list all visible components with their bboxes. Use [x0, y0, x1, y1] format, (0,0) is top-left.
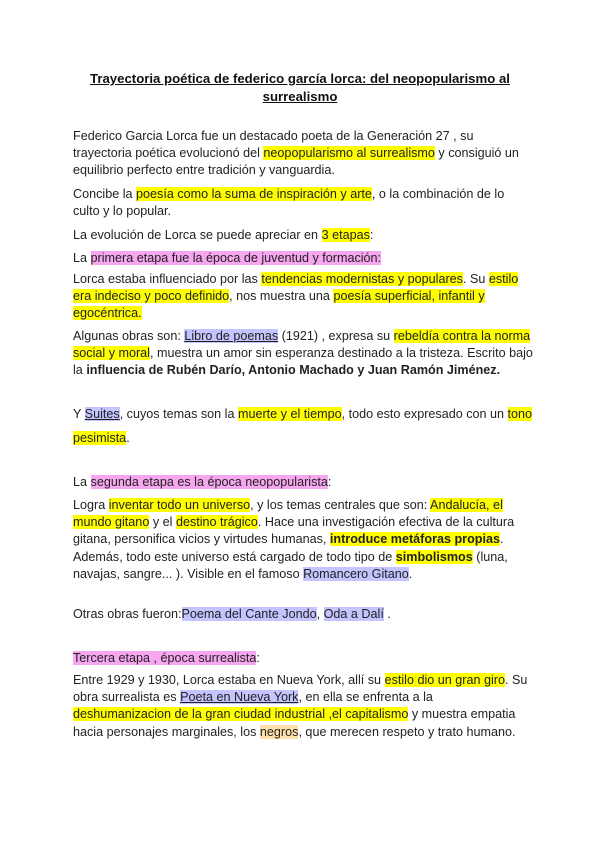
- text: Lorca estaba influenciado por las: [73, 272, 262, 286]
- highlight: 3 etapas: [321, 228, 370, 242]
- text: .: [126, 431, 130, 445]
- heading-primera-etapa: [73, 250, 533, 267]
- paragraph-intro: [73, 128, 533, 180]
- text: Otras obras fueron:: [73, 607, 182, 621]
- paragraph-obras-primera: [73, 328, 533, 380]
- text: Algunas obras son:: [73, 329, 185, 343]
- text: . Su: [462, 272, 489, 286]
- highlight: inventar todo un universo: [108, 498, 251, 512]
- text: , y los temas centrales que son:: [250, 498, 431, 512]
- highlight: segunda etapa es la época neopopularista: [90, 475, 328, 489]
- text: (luna, navajas, sangre... ). Visible en el famoso: [73, 549, 508, 581]
- text: Logra: [73, 498, 109, 512]
- highlight: neopopularismo al surrealismo: [263, 146, 435, 161]
- text: , nos muestra una: [229, 289, 334, 304]
- work-link[interactable]: Poema del Cante Jondo: [181, 607, 317, 621]
- paragraph-primera-etapa: [73, 271, 533, 323]
- highlight: rebeldía contra la norma social y moral: [73, 329, 531, 361]
- text: , cuyos temas son la: [119, 407, 238, 421]
- work-link[interactable]: Poeta en Nueva York: [180, 690, 299, 705]
- heading-segunda-etapa: [73, 474, 533, 491]
- paragraph-concepcion: [73, 186, 533, 220]
- highlight: poesía como la suma de inspiración y arte: [136, 187, 372, 201]
- text: .: [408, 566, 413, 581]
- highlight: Andalucía, el mundo gitano: [73, 498, 503, 530]
- text: Concibe la: [73, 187, 137, 201]
- text: Federico Garcia Lorca fue un destacado poeta de la Generación 27 , su trayectoria poética evolucionó del: [73, 129, 474, 161]
- text: y el: [149, 515, 176, 530]
- text: Entre 1929 y 1930, Lorca estaba en Nueva York, allí su: [73, 673, 385, 687]
- text: La evolución de Lorca se puede apreciar en: [73, 228, 322, 242]
- highlight: estilo era indeciso y poco definido: [73, 272, 519, 304]
- highlight: simbolismos: [395, 549, 473, 564]
- text: :: [256, 651, 260, 665]
- text: . Su obra surrealista es: [73, 673, 528, 705]
- text: , en ella se enfrenta a la: [298, 690, 433, 705]
- paragraph-otras-obras: [73, 606, 533, 623]
- text: , que merecen respeto y trato humano.: [298, 724, 516, 739]
- text: :: [327, 475, 332, 489]
- paragraph-suites: [73, 402, 533, 450]
- highlight: Tercera etapa , época surrealista: [73, 651, 257, 665]
- bold-text: influencia de Rubén Darío, Antonio Machado y Juan Ramón Jiménez.: [86, 363, 501, 378]
- highlight: destino trágico: [175, 515, 258, 530]
- text: , todo esto expresado con un: [341, 407, 508, 421]
- paragraph-etapas: [73, 227, 533, 244]
- highlight: deshumanizacion de la gran ciudad industrial ,el capitalismo: [73, 707, 409, 722]
- text: Y: [73, 407, 85, 421]
- work-link[interactable]: Oda a Dalí: [323, 607, 384, 621]
- highlight: poesía superficial, infantil y egocéntrica.: [73, 289, 485, 321]
- text: :: [369, 228, 374, 242]
- text: La: [73, 475, 91, 489]
- highlight: primera etapa fue la época de juventud y formación:: [90, 251, 382, 265]
- paragraph-segunda-etapa: [73, 497, 533, 583]
- text: La: [73, 251, 91, 265]
- highlight: negros: [259, 724, 299, 739]
- text: . Además, todo este universo está cargado de todo tipo de: [73, 532, 504, 564]
- text: . Hace una investigación efectiva de la cultura gitana, personifica vicios y virtudes humanas,: [73, 515, 515, 547]
- document-title: Trayectoria poética de federico garcía lorca: del neopopularismo al surrealismo: [90, 71, 510, 104]
- highlight: estilo dio un gran giro: [384, 673, 505, 687]
- heading-tercera-etapa: [73, 650, 533, 667]
- text: y consiguió un equilibrio perfecto entre tradición y vanguardia.: [73, 146, 519, 178]
- paragraph-tercera-etapa: [73, 672, 533, 741]
- highlight: tendencias modernistas y populares: [261, 272, 463, 286]
- highlight: muerte y el tiempo: [237, 407, 342, 421]
- highlight: introduce metáforas propias: [329, 532, 500, 547]
- text: y muestra empatia hacia personajes marginales, los: [73, 707, 516, 739]
- text: , o la combinación de lo culto y lo popular.: [73, 187, 505, 219]
- work-link[interactable]: Romancero Gitano: [303, 566, 409, 581]
- text: (1921) , expresa su: [278, 329, 394, 343]
- text: .: [383, 607, 391, 621]
- work-link[interactable]: Suites: [84, 407, 120, 421]
- work-link[interactable]: Libro de poemas: [184, 329, 279, 343]
- highlight: tono pesimista: [73, 407, 533, 445]
- text: ,: [316, 607, 324, 621]
- text: , muestra un amor sin esperanza destinado a la tristeza. Escrito bajo la: [73, 346, 533, 378]
